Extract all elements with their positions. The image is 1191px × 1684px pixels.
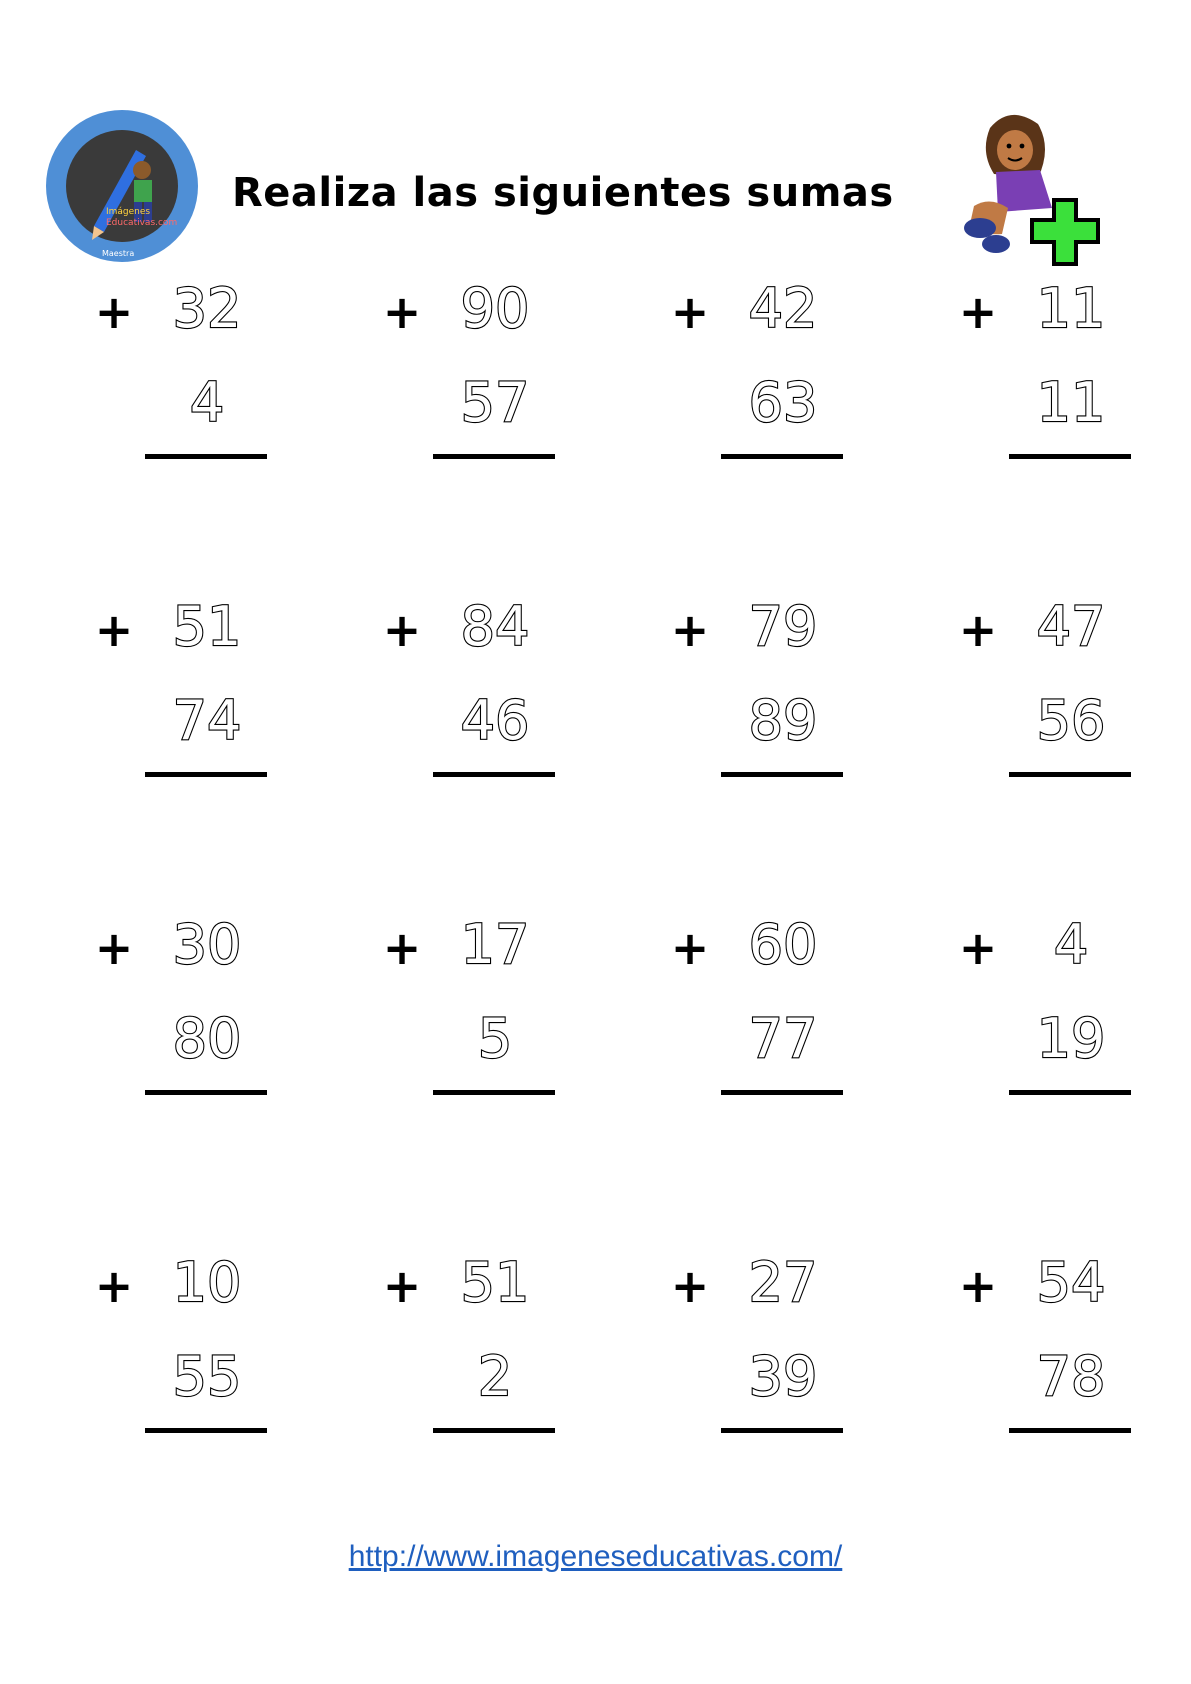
addend-bottom: 19 (1036, 1007, 1106, 1070)
answer-line (1009, 454, 1131, 459)
addition-problem (666, 277, 866, 462)
addend-top: 32 (172, 277, 242, 340)
addend-top: 10 (172, 1251, 242, 1314)
plus-sign: + (94, 285, 134, 339)
addition-problem (378, 913, 578, 1098)
addition-problem (378, 277, 578, 462)
plus-sign: + (670, 603, 710, 657)
plus-sign: + (958, 603, 998, 657)
addition-problem (90, 1251, 290, 1436)
plus-sign: + (382, 1259, 422, 1313)
answer-line (1009, 1090, 1131, 1095)
answer-line (721, 454, 843, 459)
plus-sign: + (958, 921, 998, 975)
addend-bottom: 5 (477, 1007, 513, 1070)
addition-problem (666, 595, 866, 780)
footer-website-link[interactable]: http://www.imageneseducativas.com/ (348, 1540, 843, 1573)
addition-problem (954, 277, 1154, 462)
plus-sign: + (670, 921, 710, 975)
addition-problem (378, 595, 578, 780)
addend-bottom: 2 (477, 1345, 513, 1408)
addition-problem (954, 595, 1154, 780)
addend-top: 11 (1036, 277, 1106, 340)
addend-bottom: 80 (172, 1007, 242, 1070)
addition-problem (90, 595, 290, 780)
addition-problem (666, 913, 866, 1098)
plus-sign: + (670, 285, 710, 339)
answer-line (721, 772, 843, 777)
addend-bottom: 46 (460, 689, 530, 752)
addend-top: 60 (748, 913, 818, 976)
addend-bottom: 4 (189, 371, 225, 434)
addition-problem (954, 913, 1154, 1098)
svg-text:Imágenes: Imágenes (106, 207, 151, 217)
answer-line (145, 454, 267, 459)
addend-bottom: 78 (1036, 1345, 1106, 1408)
addend-bottom: 57 (460, 371, 530, 434)
plus-sign: + (670, 1259, 710, 1313)
addition-problem (666, 1251, 866, 1436)
answer-line (145, 1428, 267, 1433)
answer-line (721, 1428, 843, 1433)
imageneseducativas-logo-icon (44, 108, 200, 264)
addend-top: 42 (748, 277, 818, 340)
answer-line (433, 454, 555, 459)
page-title: Realiza las siguientes sumas (232, 170, 894, 216)
answer-line (1009, 1428, 1131, 1433)
plus-sign: + (94, 1259, 134, 1313)
addend-top: 84 (460, 595, 530, 658)
addend-bottom: 11 (1036, 371, 1106, 434)
answer-line (145, 772, 267, 777)
answer-line (433, 1090, 555, 1095)
addend-top: 51 (460, 1251, 530, 1314)
addend-bottom: 89 (748, 689, 818, 752)
plus-sign: + (958, 285, 998, 339)
addend-bottom: 74 (172, 689, 242, 752)
addition-problem (90, 913, 290, 1098)
addition-problem (954, 1251, 1154, 1436)
addend-bottom: 39 (748, 1345, 818, 1408)
addition-problem (90, 277, 290, 462)
svg-text:Educativas.com: Educativas.com (106, 218, 178, 228)
addend-top: 27 (748, 1251, 818, 1314)
answer-line (1009, 772, 1131, 777)
addend-top: 54 (1036, 1251, 1106, 1314)
plus-sign: + (958, 1259, 998, 1313)
girl-with-green-plus-icon (960, 108, 1116, 288)
addend-bottom: 55 (172, 1345, 242, 1408)
plus-sign: + (382, 285, 422, 339)
answer-line (433, 772, 555, 777)
answer-line (721, 1090, 843, 1095)
answer-line (433, 1428, 555, 1433)
addition-problem (378, 1251, 578, 1436)
plus-sign: + (382, 603, 422, 657)
svg-text:Maestra: Maestra (102, 249, 135, 258)
plus-sign: + (94, 921, 134, 975)
addend-top: 90 (460, 277, 530, 340)
addend-top: 79 (748, 595, 818, 658)
addend-top: 47 (1036, 595, 1106, 658)
addend-bottom: 77 (748, 1007, 818, 1070)
addend-bottom: 63 (748, 371, 818, 434)
answer-line (145, 1090, 267, 1095)
addend-top: 4 (1053, 913, 1089, 976)
addend-top: 17 (460, 913, 530, 976)
plus-sign: + (382, 921, 422, 975)
plus-sign: + (94, 603, 134, 657)
addend-top: 30 (172, 913, 242, 976)
addend-top: 51 (172, 595, 242, 658)
addend-bottom: 56 (1036, 689, 1106, 752)
